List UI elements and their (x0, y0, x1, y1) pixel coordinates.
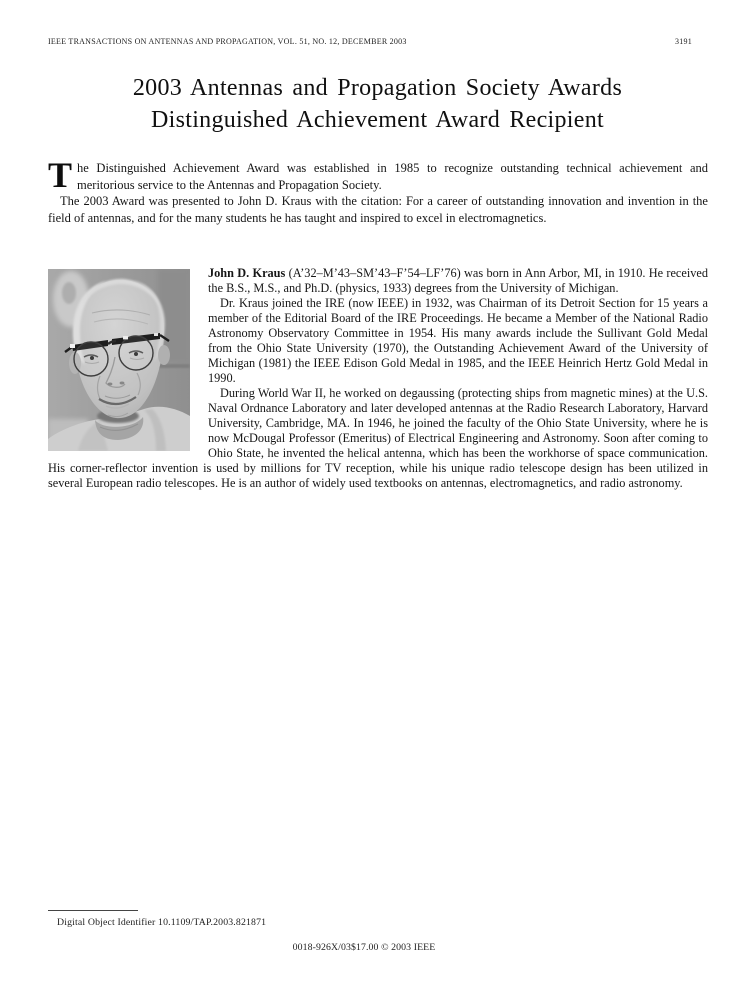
footnote-rule (48, 910, 138, 911)
dropcap-letter: T (48, 155, 73, 195)
page-number: 3191 (675, 37, 692, 46)
intro-section (48, 155, 708, 226)
article-title (0, 72, 755, 136)
running-header (48, 37, 708, 46)
doi-text: Digital Object Identifier 10.1109/TAP.2003.821871 (57, 917, 267, 928)
portrait-photo (48, 269, 190, 451)
article-title-line2: Distinguished Achievement Award Recipient (150, 107, 604, 133)
intro-paragraph-1-text: he Distinguished Achievement Award was established in 1985 to recognize outstanding technical achievement and meritorious service to the Antennas and Propagation Society. (77, 161, 708, 192)
bio-paragraph-3: During World War II, he worked on degaussing (protecting ships from magnetic mines) at the U.S. Naval Ordnance Laboratory and later developed antennas at the Radio Research Laboratory, Harvard University, Cambridge, MA. In 1946, he joined the faculty of the Ohio State University, where he is now McDougal Professor (Emeritus) of Electrical Engineering and Astronomy. Soon after coming to Ohio State, he invented the helical antenna, which has been the workhorse of space communication. His corner-reflector invention is used by millions for TV reception, while his unique radio telescope design has been utilized in several European radio telescopes. He is an author of widely used textbooks on antennas, electromagnetics, and radio astronomy. (48, 386, 708, 490)
journal-line: IEEE TRANSACTIONS ON ANTENNAS AND PROPAGATION, VOL. 51, NO. 12, DECEMBER 2003 (48, 37, 407, 46)
doi-footnote (48, 910, 266, 928)
portrait-photo-graphic (48, 269, 190, 451)
bio-paragraph-1-text: (A’32–M’43–SM’43–F’54–LF’76) was born in Ann Arbor, MI, in 1910. He received the B.S., M.S., and Ph.D. (physics, 1933) degrees from the University of Michigan. (208, 266, 708, 295)
article-title-line1: 2003 Antennas and Propagation Society Awards (132, 75, 623, 101)
recipient-name: John D. Kraus (208, 266, 286, 280)
intro-paragraph-1 (48, 155, 708, 195)
biography-section (48, 266, 708, 491)
copyright-line: 0018-926X/03$17.00 © 2003 IEEE (292, 942, 436, 953)
bio-paragraph-2: Dr. Kraus joined the IRE (now IEEE) in 1932, was Chairman of its Detroit Section for 15 years a member of the Editorial Board of the IRE Proceedings. He became a Member of the National Radio Astronomy Observatory Committee in 1954. His many awards include the Sullivant Gold Medal from the Ohio State University (1970), the Outstanding Achievement Award of the University of Michigan (1981) the IEEE Edison Gold Medal in 1985, and the IEEE Heinrich Hertz Gold Medal in 1990. (208, 296, 708, 385)
intro-paragraph-2: The 2003 Award was presented to John D. Kraus with the citation: For a career of outstanding innovation and invention in the field of antennas, and for the many students he has taught and inspired to excel in electromagnetics. (48, 194, 708, 225)
